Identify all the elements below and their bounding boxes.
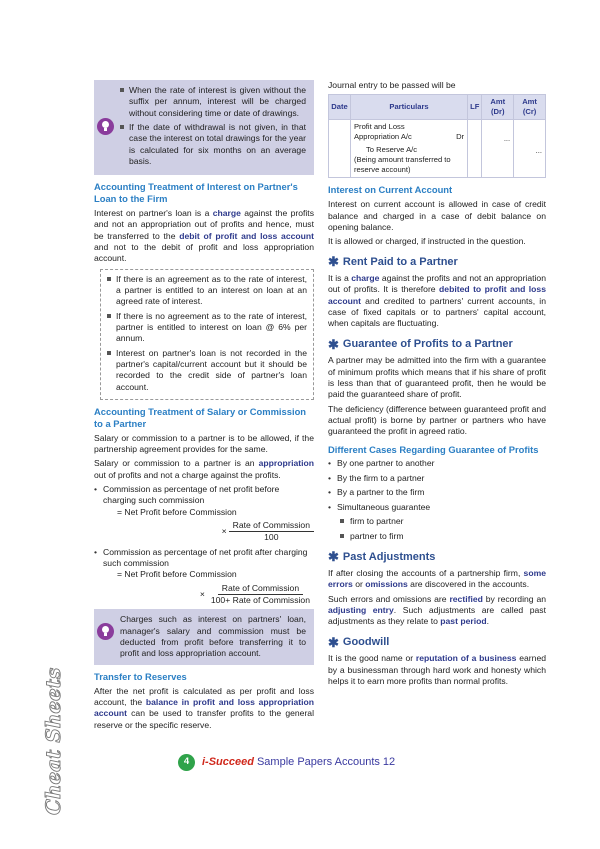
list-item: • Commission as percentage of net profit after charging such commission = Net Profit before Commission × $\frac{\text{Rate of Commission}}{\text{100+ Rate of Commission}}$ — [94, 547, 314, 607]
section-heading-guarantee: ✱ Guarantee of Profits to a Partner — [328, 336, 513, 352]
paragraph: After the net profit is calculated as per profit and loss account, the balance in profit and loss appropriation account can be used to transfer profits to the general reserve or the specific reserve. — [94, 685, 315, 730]
list-item: • By the firm to a partner — [328, 473, 546, 484]
col-header-particulars: Particulars — [350, 95, 467, 120]
page-number: 4 — [178, 754, 195, 771]
list-item: • By one partner to another — [328, 458, 546, 469]
list-item: • By a partner to the firm — [328, 487, 546, 498]
col-header-date: Date — [329, 95, 351, 120]
footer-brand: i-Succeed — [202, 756, 254, 769]
commission-list — [94, 484, 314, 606]
section-heading-goodwill: ✱ Goodwill — [328, 634, 390, 650]
right-column — [328, 80, 546, 690]
note-item: If there is no agreement as to the rate of interest, partner is entitled to interest on loan @ 6% per annum. — [107, 311, 307, 345]
footer-title: Sample Papers Accounts 12 — [256, 756, 396, 769]
paragraph: A partner may be admitted into the firm with a guarantee of minimum profits which means that if his share of profit is less than that of guaranteed profit, then he would be paid the guaranteed share of profit. — [328, 355, 546, 400]
paragraph: The deficiency (difference between guaranteed profit and actual profit) is borne by partner or partners who have guaranteed the profit in agreed ratio. — [328, 403, 546, 437]
cases-list — [328, 458, 546, 512]
asterisk-icon: ✱ — [328, 254, 339, 270]
section-heading-rent: ✱ Rent Paid to a Partner — [328, 254, 458, 270]
amount-cr: ... — [514, 120, 546, 178]
section-heading-cases: Different Cases Regarding Guarantee of Profits — [328, 443, 539, 455]
journal-entry-table — [328, 94, 546, 178]
paragraph: Interest on partner's loan is a charge against the profits and not an appropriation out of profits and hence, must be transferred to the debit of profit and loss account and not to the debit of profit and loss appropriation account. — [94, 207, 314, 264]
formula-fraction: × $\frac{\text{Rate of Commission}}{100}$ — [103, 520, 314, 544]
asterisk-icon: ✱ — [328, 336, 339, 352]
paragraph: Interest on current account is allowed in case of credit balance and charged in a case of debit balance on opening balance. — [328, 199, 546, 232]
list-item: firm to partner — [340, 516, 546, 527]
formula-lhs: = Net Profit before Commission — [117, 569, 237, 580]
list-item: • Commission as percentage of net profit before charging such commission = Net Profit before Commission × $\frac{\text{Rate of Commission}}{100}$ — [94, 484, 314, 544]
tip-text: Charges such as interest on partners' loan, manager's salary and commission must be deducted from profit before transferring it to profit and loss appropriation account. — [120, 614, 306, 659]
tip-item: When the rate of interest is given without the suffix per annum, interest will be charged without considering time or date of drawings. — [120, 85, 306, 119]
tip-item: If the date of withdrawal is not given, in that case the interest on total drawings for the year is calculated for six months on an average basis. — [120, 122, 306, 167]
formula-lhs: = Net Profit before Commission — [117, 506, 237, 517]
section-heading-interest-loan: Accounting Treatment of Interest on Partner's Loan to the Firm — [94, 181, 298, 205]
lightbulb-icon — [97, 118, 114, 135]
note-box-loan — [100, 269, 314, 400]
cheat-sheets-logo — [38, 650, 68, 820]
paragraph: Salary or commission to a partner is to be allowed, if the partnership agreement provides for the same. — [94, 432, 314, 454]
asterisk-icon: ✱ — [328, 549, 339, 565]
section-heading-reserves: Transfer to Reserves — [94, 670, 187, 682]
left-column — [94, 80, 314, 734]
paragraph: It is the good name or reputation of a business earned by a businessman through hard work and honesty which helps it to earn more profits than normal profits. — [328, 653, 546, 686]
note-item: If there is an agreement as to the rate of interest, a partner is entitled to an interest on loan at an agreed rate of interest. — [107, 274, 307, 308]
paragraph: It is allowed or charged, if instructed in the question. — [328, 236, 526, 247]
section-heading-past: ✱ Past Adjustments — [328, 549, 436, 565]
paragraph: Such errors and omissions are rectified by recording an adjusting entry. Such adjustments are called past adjustments as they relate to past period. — [328, 593, 546, 627]
amount-dr: ... — [482, 120, 514, 178]
formula-fraction: × $\frac{\text{Rate of Commission}}{\text{100+ Rate of Commission}}$ — [199, 582, 310, 606]
asterisk-icon: ✱ — [328, 634, 339, 650]
list-item: partner to firm — [340, 531, 546, 542]
lightbulb-icon — [97, 623, 114, 640]
col-header-amt-dr: Amt (Dr) — [482, 95, 514, 120]
col-header-amt-cr: Amt (Cr) — [514, 95, 546, 120]
paragraph: Salary or commission to a partner is an appropriation out of profits and not a charge against the profits. — [94, 458, 314, 480]
particulars-cell: Profit and Loss Appropriation A/c Dr To Reserve A/c (Being amount transferred to reserve account) — [350, 120, 467, 178]
page-footer — [178, 754, 395, 771]
section-heading-current-account: Interest on Current Account — [328, 184, 453, 196]
paragraph: If after closing the accounts of a partnership firm, some errors or omissions are discovered in the accounts. — [328, 568, 546, 590]
section-heading-salary: Accounting Treatment of Salary or Commission to a Partner — [94, 406, 307, 429]
svg-text:Cheat Sheets: Cheat Sheets — [41, 667, 65, 815]
table-row — [329, 120, 546, 178]
tip-box-charges — [94, 609, 314, 664]
col-header-lf: LF — [468, 95, 482, 120]
paragraph: It is a charge against the profits and not an appropriation out of profits. It is therefore debited to profit and loss account and credited to partners' current accounts, in case of fixed capitals or to partners' capital account, when capitals are fluctuating. — [328, 273, 546, 329]
tip-box-drawings — [94, 80, 314, 175]
note-item: Interest on partner's loan is not recorded in the partner's capital/current account but it should be recorded to the credit side of partner's loan account. — [107, 348, 307, 393]
sub-cases-list — [340, 516, 546, 543]
journal-intro: Journal entry to be passed will be — [328, 80, 456, 90]
list-item: • Simultaneous guarantee — [328, 502, 546, 513]
